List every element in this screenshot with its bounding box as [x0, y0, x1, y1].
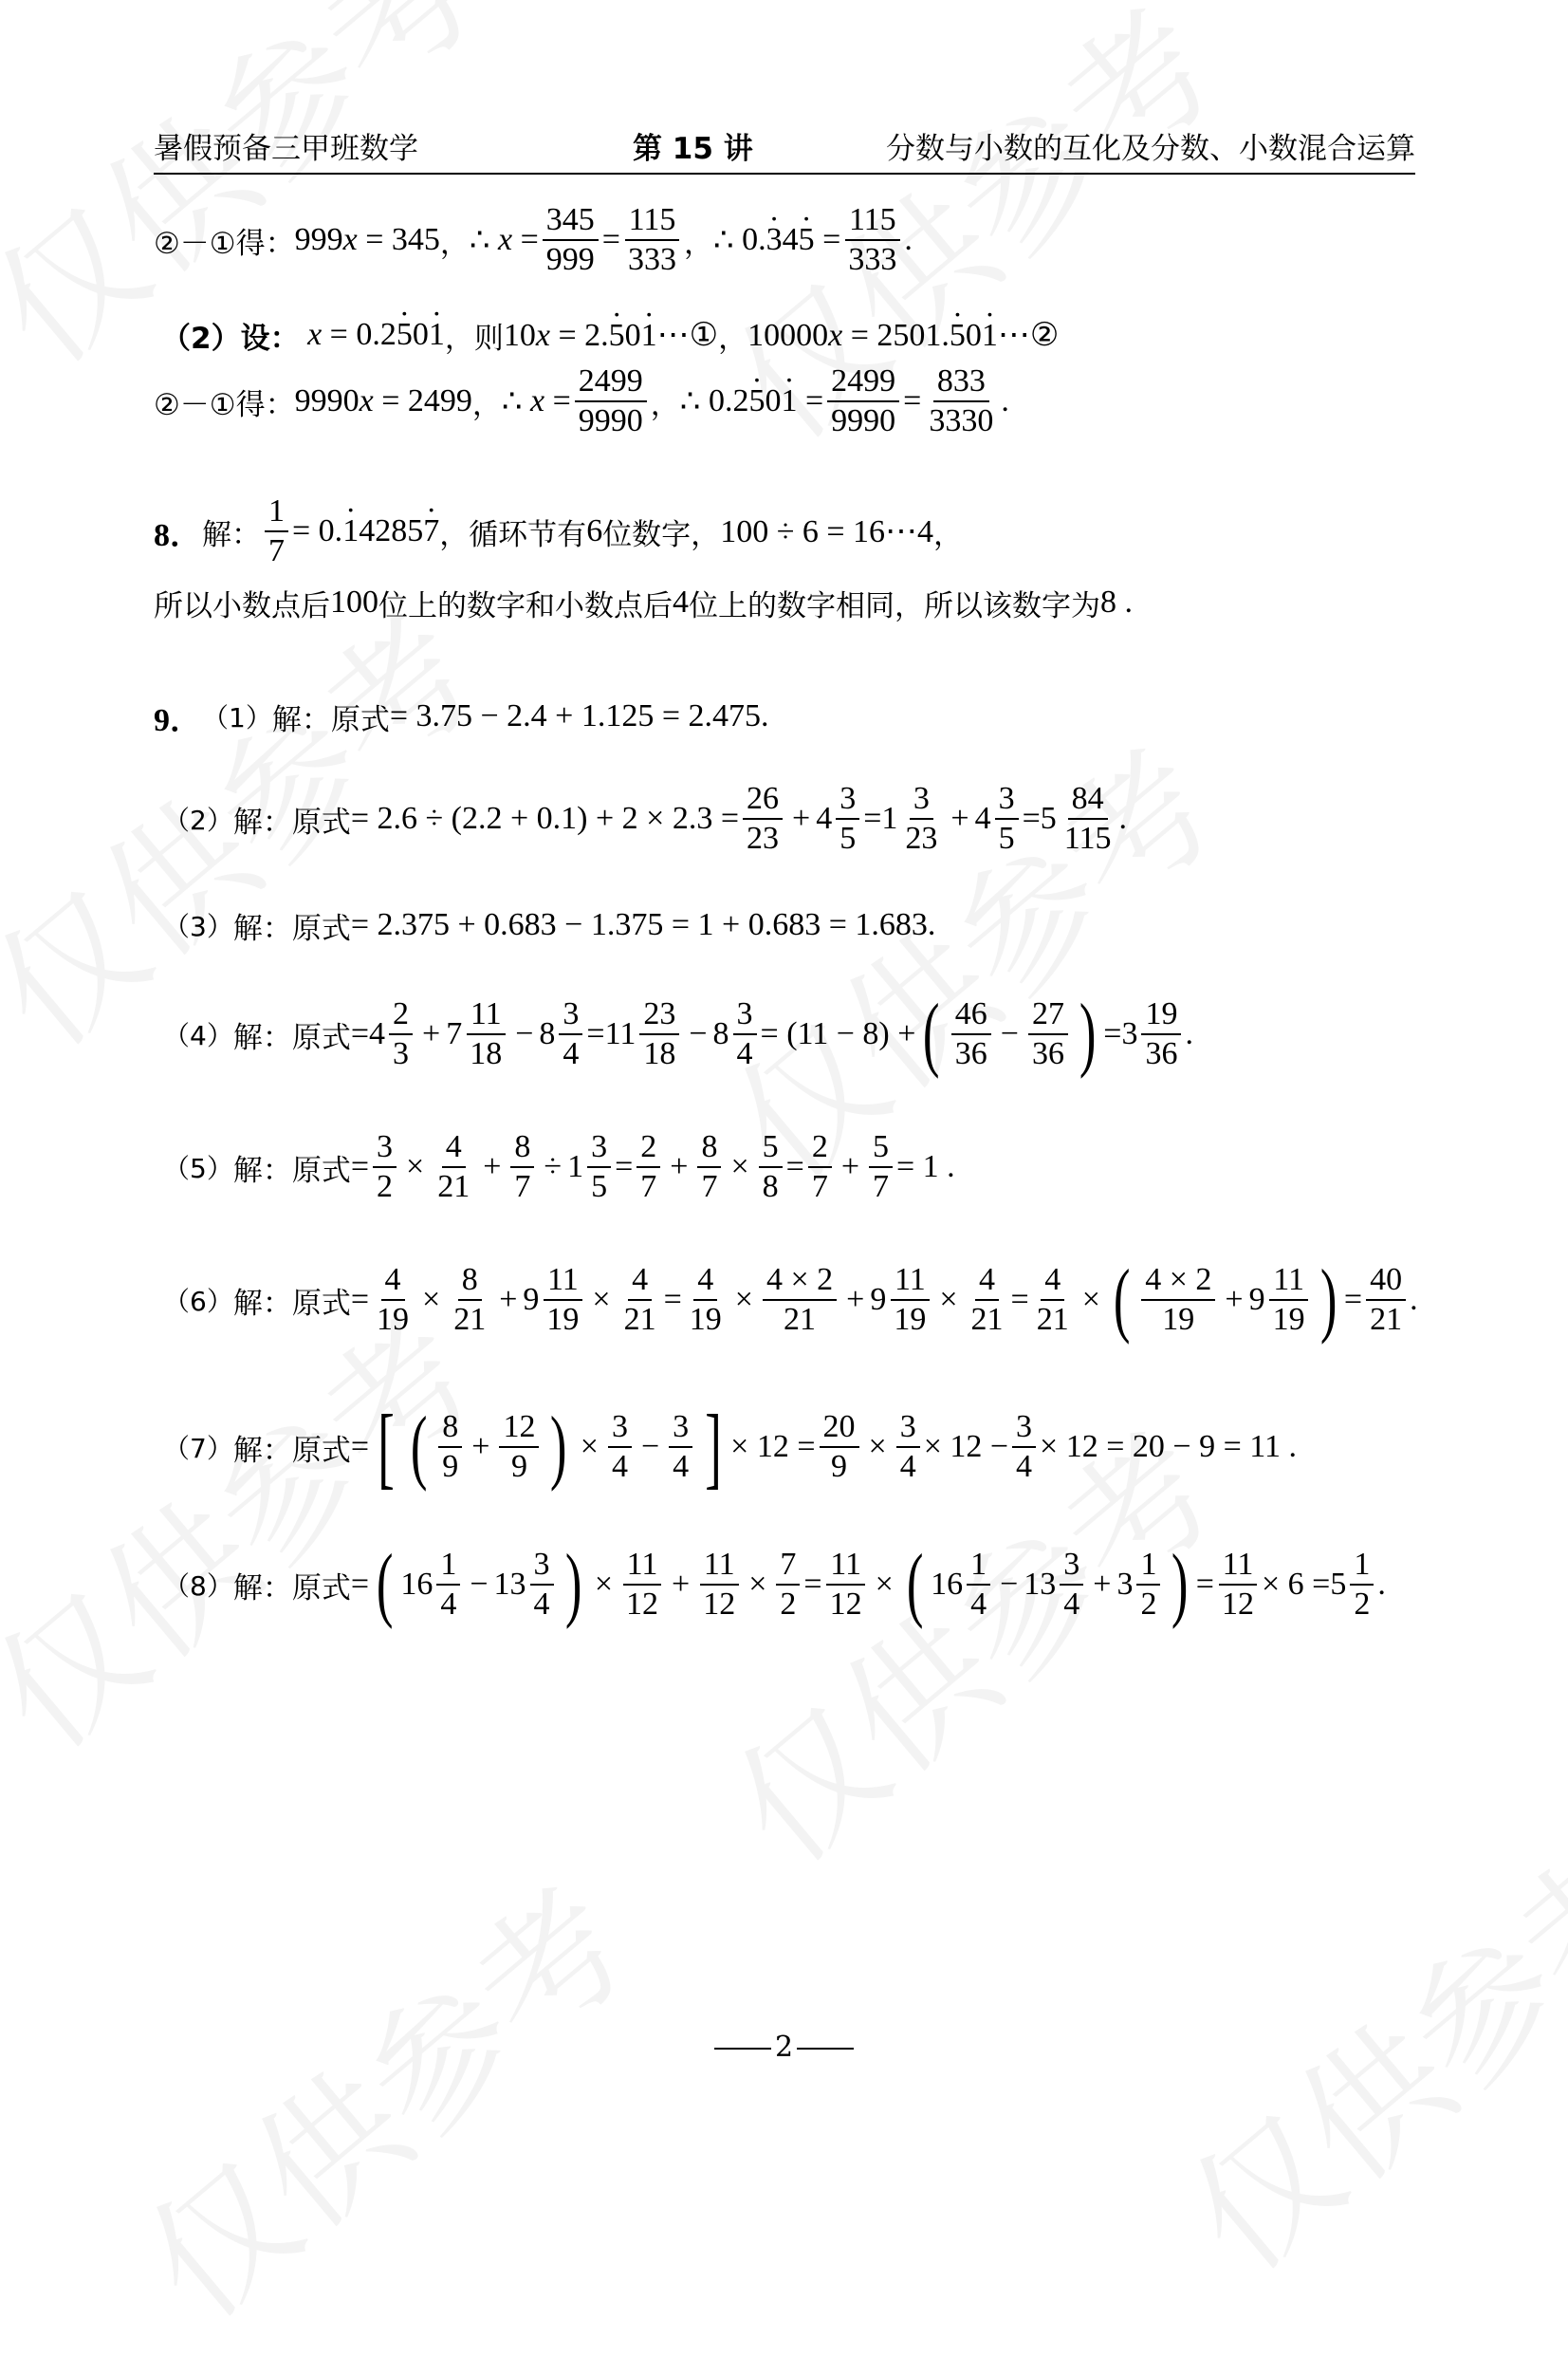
sub-label: （5） [163, 1153, 233, 1184]
header-topic: 分数与小数的互化及分数、小数混合运算 [886, 132, 1415, 166]
fraction: $\frac{2499}{9990}$ [575, 364, 647, 437]
sub-label: （2） [163, 805, 233, 836]
question-number: 9． [154, 702, 202, 738]
question-number: 8． [154, 517, 202, 553]
therefore-symbol: ∴ [501, 384, 523, 419]
text: 位数字， [602, 517, 721, 552]
therefore-symbol: ∴ [679, 384, 701, 419]
solution-line: ②－①得： 999x = 345 ， ∴ x = $\frac{345}{999}$ = $\frac{115}{333}$ ， ∴ 0.· 34· 5 = $\frac{115}{333}$ . [154, 197, 913, 283]
sub-label: （3） [163, 911, 233, 942]
step-label: （2）设： [161, 321, 300, 356]
text: 解：原式 [232, 805, 351, 840]
text: 解： [202, 517, 261, 552]
header-course: 暑假预备三甲班数学 [154, 132, 418, 166]
therefore-symbol: ∴ [469, 223, 490, 258]
text: 所以小数点后 [154, 588, 330, 623]
text: 解：原式 [232, 911, 351, 946]
solution-line: 所以小数点后 100 位上的数字和小数点后 4 位上的数字相同，所以该数字为 8 . [154, 579, 1133, 626]
fraction: $\frac{2499}{9990}$ [827, 364, 899, 437]
solution-line: （3） 解：原式 = 2.375 + 0.683 − 1.375 = 1 + 0.683 = 1.683 . [163, 901, 935, 949]
text: 解：原式 [232, 1286, 351, 1321]
sub-label: （7） [163, 1433, 233, 1464]
fraction: $\frac{1}{7}$ [265, 494, 288, 567]
sub-label: （4） [163, 1020, 233, 1051]
step-label: ②－①得： [154, 226, 295, 261]
solution-line: （5） 解：原式 = $\frac{3}{2}$ × $\frac{4}{21}$ + $\frac{8}{7}$ ÷ 1 $\frac{3}{5}$ = $\frac{2}{7}$ + $\frac{8}{7}$ × $\frac{5}{8}$ = $\frac{2}{7}$ + $\frac{5}{7}$ = 1 . [163, 1129, 955, 1204]
sub-label: （1） [202, 702, 272, 733]
text: ，循环节有 [439, 517, 587, 552]
solution-line: （7） 解：原式 = [ ( $\frac{8}{9}$ + $\frac{12}{9}$ ) × $\frac{3}{4}$ − $\frac{3}{4}$ ] × 12 = $\frac{20}{9}$ × $\frac{3}{4}$ × 12 − $\frac{3}{4}$ × 12 = 20 − 9 = 11 . [163, 1396, 1297, 1497]
text: 解：原式 [232, 1020, 351, 1055]
text: ，则 [444, 321, 504, 356]
fraction: $\frac{115}{333}$ [844, 203, 900, 276]
page-number: 2 [774, 2031, 794, 2064]
solution-line: （4） 解：原式 = 4 $\frac{2}{3}$ + 7 $\frac{11}{18}$ − 8 $\frac{3}{4}$ = 11 $\frac{23}{18}$ − 8 $\frac{3}{4}$ = (11 − 8) + ( $\frac{46}{36}$ − $\frac{27}{36}$ ) = 3 $\frac{19}{36}$ . [163, 988, 1193, 1080]
text: 位上的数字和小数点后 [378, 588, 673, 623]
solution-line: 9． （1） 解：原式 = 3.75 − 2.4 + 1.125 = 2.475 . [154, 693, 769, 740]
fraction: $\frac{833}{3330}$ [929, 363, 994, 438]
therefore-symbol: ∴ [712, 223, 734, 258]
header-lecture: 第 15 讲 [633, 132, 753, 166]
expression: = 2.375 + 0.683 − 1.375 = 1 + 0.683 = 1.683 [350, 907, 928, 942]
text: 解：原式 [232, 1153, 351, 1188]
sub-label: （6） [163, 1286, 233, 1317]
fraction: $\frac{345}{999}$ [543, 203, 599, 276]
fraction: $\frac{115}{333}$ [624, 203, 680, 276]
page-footer [0, 2031, 1568, 2064]
text: 位上的数字相同，所以该数字为 [689, 588, 1100, 623]
solution-line: 8． 解： $\frac{1}{7}$ = 0.· 14285· 7 ，循环节有 6 位数字， 100 ÷ 6 = 16⋯4 ， [154, 489, 963, 574]
page-header [154, 131, 1415, 175]
solution-line: ②－①得： 9990x = 2499 ， ∴ x = $\frac{2499}{9990}$ ， ∴ 0.2· 50· 1 = $\frac{2499}{9990}$ = $\frac{833}{3330}$ . [154, 359, 1009, 444]
text: 解：原式 [232, 1433, 351, 1468]
step-label: ②－①得： [154, 387, 295, 422]
text: 解：原式 [232, 1570, 351, 1605]
text: 解：原式 [271, 702, 390, 737]
solution-line: （6） 解：原式 = $\frac{4}{19}$ × $\frac{8}{21}$ + 9 $\frac{11}{19}$ × $\frac{4}{21}$ = $\frac{4}{19}$ × $\frac{4 \times 2}{21}$ + 9 $\frac{11}{19}$ × $\frac{4}{21}$ = $\frac{4}{21}$ × ( $\frac{4 \times 2}{19}$ + 9 $\frac{11}{19}$ ) = $\frac{40}{21}$ . [163, 1253, 1418, 1346]
solution-line: （8） 解：原式 = ( 16 $\frac{1}{4}$ − 13 $\frac{3}{4}$ ) × $\frac{11}{12}$ + $\frac{11}{12}$ × $\frac{7}{2}$ = $\frac{11}{12}$ × ( 16 $\frac{1}{4}$ − 13 $\frac{3}{4}$ + 3 $\frac{1}{2}$ ) = $\frac{11}{12}$ × 6 = 5 $\frac{1}{2}$ . [163, 1538, 1386, 1630]
solution-line: （2）设： x = 0.2· 50· 1 ，则 10x = 2.· 50· 1⋯① ， 10000x = 2501.· 50· 1⋯② [161, 311, 1059, 359]
expression: = 3.75 − 2.4 + 1.125 = 2.475 [389, 698, 762, 733]
watermark [96, 1833, 663, 2356]
sub-label: （8） [163, 1570, 233, 1602]
solution-line: （2） 解：原式 = 2.6 ÷ (2.2 + 0.1) + 2 × 2.3 = $\frac{26}{23}$ + 4 $\frac{3}{5}$ = 1 $\frac{3}{23}$ + 4 $\frac{3}{5}$ = 5 $\frac{84}{115}$ . [163, 781, 1128, 856]
